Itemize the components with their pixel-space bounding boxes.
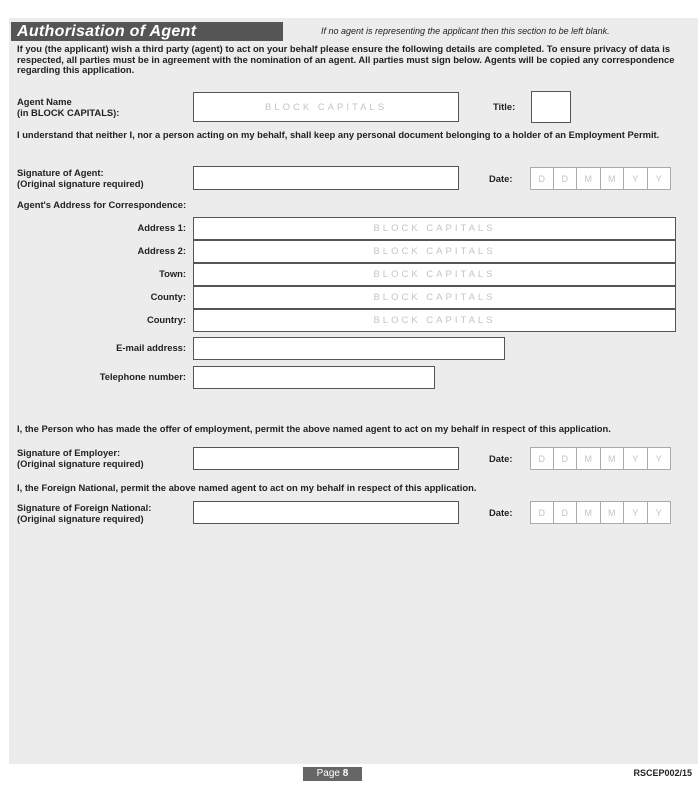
address1-label: Address 1: [137,222,186,233]
date-digit[interactable]: D [554,167,578,190]
employer-date-label: Date: [489,453,513,464]
agent-name-label: Agent Name (in BLOCK CAPITALS): [17,96,120,118]
email-label: E-mail address: [116,342,186,353]
foreign-national-date-label: Date: [489,507,513,518]
date-digit[interactable]: D [530,447,554,470]
date-digit[interactable]: M [577,447,601,470]
date-digit[interactable]: D [530,501,554,524]
title-field[interactable] [531,91,571,123]
agent-date-label: Date: [489,173,513,184]
address1-field[interactable] [193,217,676,240]
page-number: 8 [342,768,349,779]
page-number-badge [303,767,362,781]
date-digit[interactable]: Y [624,501,648,524]
email-field[interactable] [193,337,505,360]
address1-placeholder: BLOCK CAPITALS [373,223,496,234]
address2-placeholder: BLOCK CAPITALS [373,246,496,257]
date-digit[interactable]: M [601,447,625,470]
address2-field[interactable] [193,240,676,263]
foreign-national-statement: I, the Foreign National, permit the above named agent to act on my behalf in respect of this application. [17,482,477,493]
date-digit[interactable]: D [530,167,554,190]
employer-statement: I, the Person who has made the offer of employment, permit the above named agent to act on my behalf in respect of this application. [17,423,611,434]
foreign-national-date-field[interactable] [530,501,671,524]
date-digit[interactable]: M [601,501,625,524]
section-note: If no agent is representing the applicant then this section to be left blank. [321,26,610,36]
county-placeholder: BLOCK CAPITALS [373,292,496,303]
town-label: Town: [159,268,186,279]
date-digit[interactable]: Y [648,501,672,524]
date-digit[interactable]: Y [648,167,672,190]
agent-name-placeholder: BLOCK CAPITALS [264,101,388,113]
employer-date-field[interactable] [530,447,671,470]
address-heading: Agent's Address for Correspondence: [17,199,187,210]
date-digit[interactable]: Y [624,447,648,470]
page-label: Page [316,768,340,779]
date-digit[interactable]: Y [624,167,648,190]
phone-field[interactable] [193,366,435,389]
intro-paragraph: If you (the applicant) wish a third party (agent) to act on your behalf please ensure the following details are completed. To ensure privacy of data is respected, all parties must be in agreement with the nomination of an agent. All parties must sign below. Agents will be copied any correspondence regarding this application. [17,43,675,75]
foreign-national-signature-label: Signature of Foreign National: (Original signature required) [17,502,152,524]
date-digit[interactable]: M [601,167,625,190]
town-field[interactable] [193,263,676,286]
form-code: RSCEP002/15 [633,768,692,778]
foreign-national-signature-field[interactable] [193,501,459,524]
understand-statement: I understand that neither I, nor a person acting on my behalf, shall keep any personal document belonging to a holder of an Employment Permit. [17,129,660,140]
agent-signature-field[interactable] [193,166,459,190]
date-digit[interactable]: D [554,447,578,470]
employer-signature-label: Signature of Employer: (Original signature required) [17,447,144,469]
title-label: Title: [493,101,516,112]
county-field[interactable] [193,286,676,309]
employer-signature-field[interactable] [193,447,459,470]
agent-date-field[interactable] [530,167,671,190]
country-placeholder: BLOCK CAPITALS [373,315,496,326]
agent-signature-label: Signature of Agent: (Original signature required) [17,167,144,189]
country-field[interactable] [193,309,676,332]
county-label: County: [150,291,186,302]
town-placeholder: BLOCK CAPITALS [373,269,496,280]
phone-label: Telephone number: [99,371,186,382]
section-title: Authorisation of Agent [11,22,283,41]
date-digit[interactable]: M [577,501,601,524]
date-digit[interactable]: D [554,501,578,524]
address2-label: Address 2: [137,245,186,256]
date-digit[interactable]: Y [648,447,672,470]
country-label: Country: [146,314,186,325]
date-digit[interactable]: M [577,167,601,190]
agent-name-field[interactable] [193,92,459,122]
